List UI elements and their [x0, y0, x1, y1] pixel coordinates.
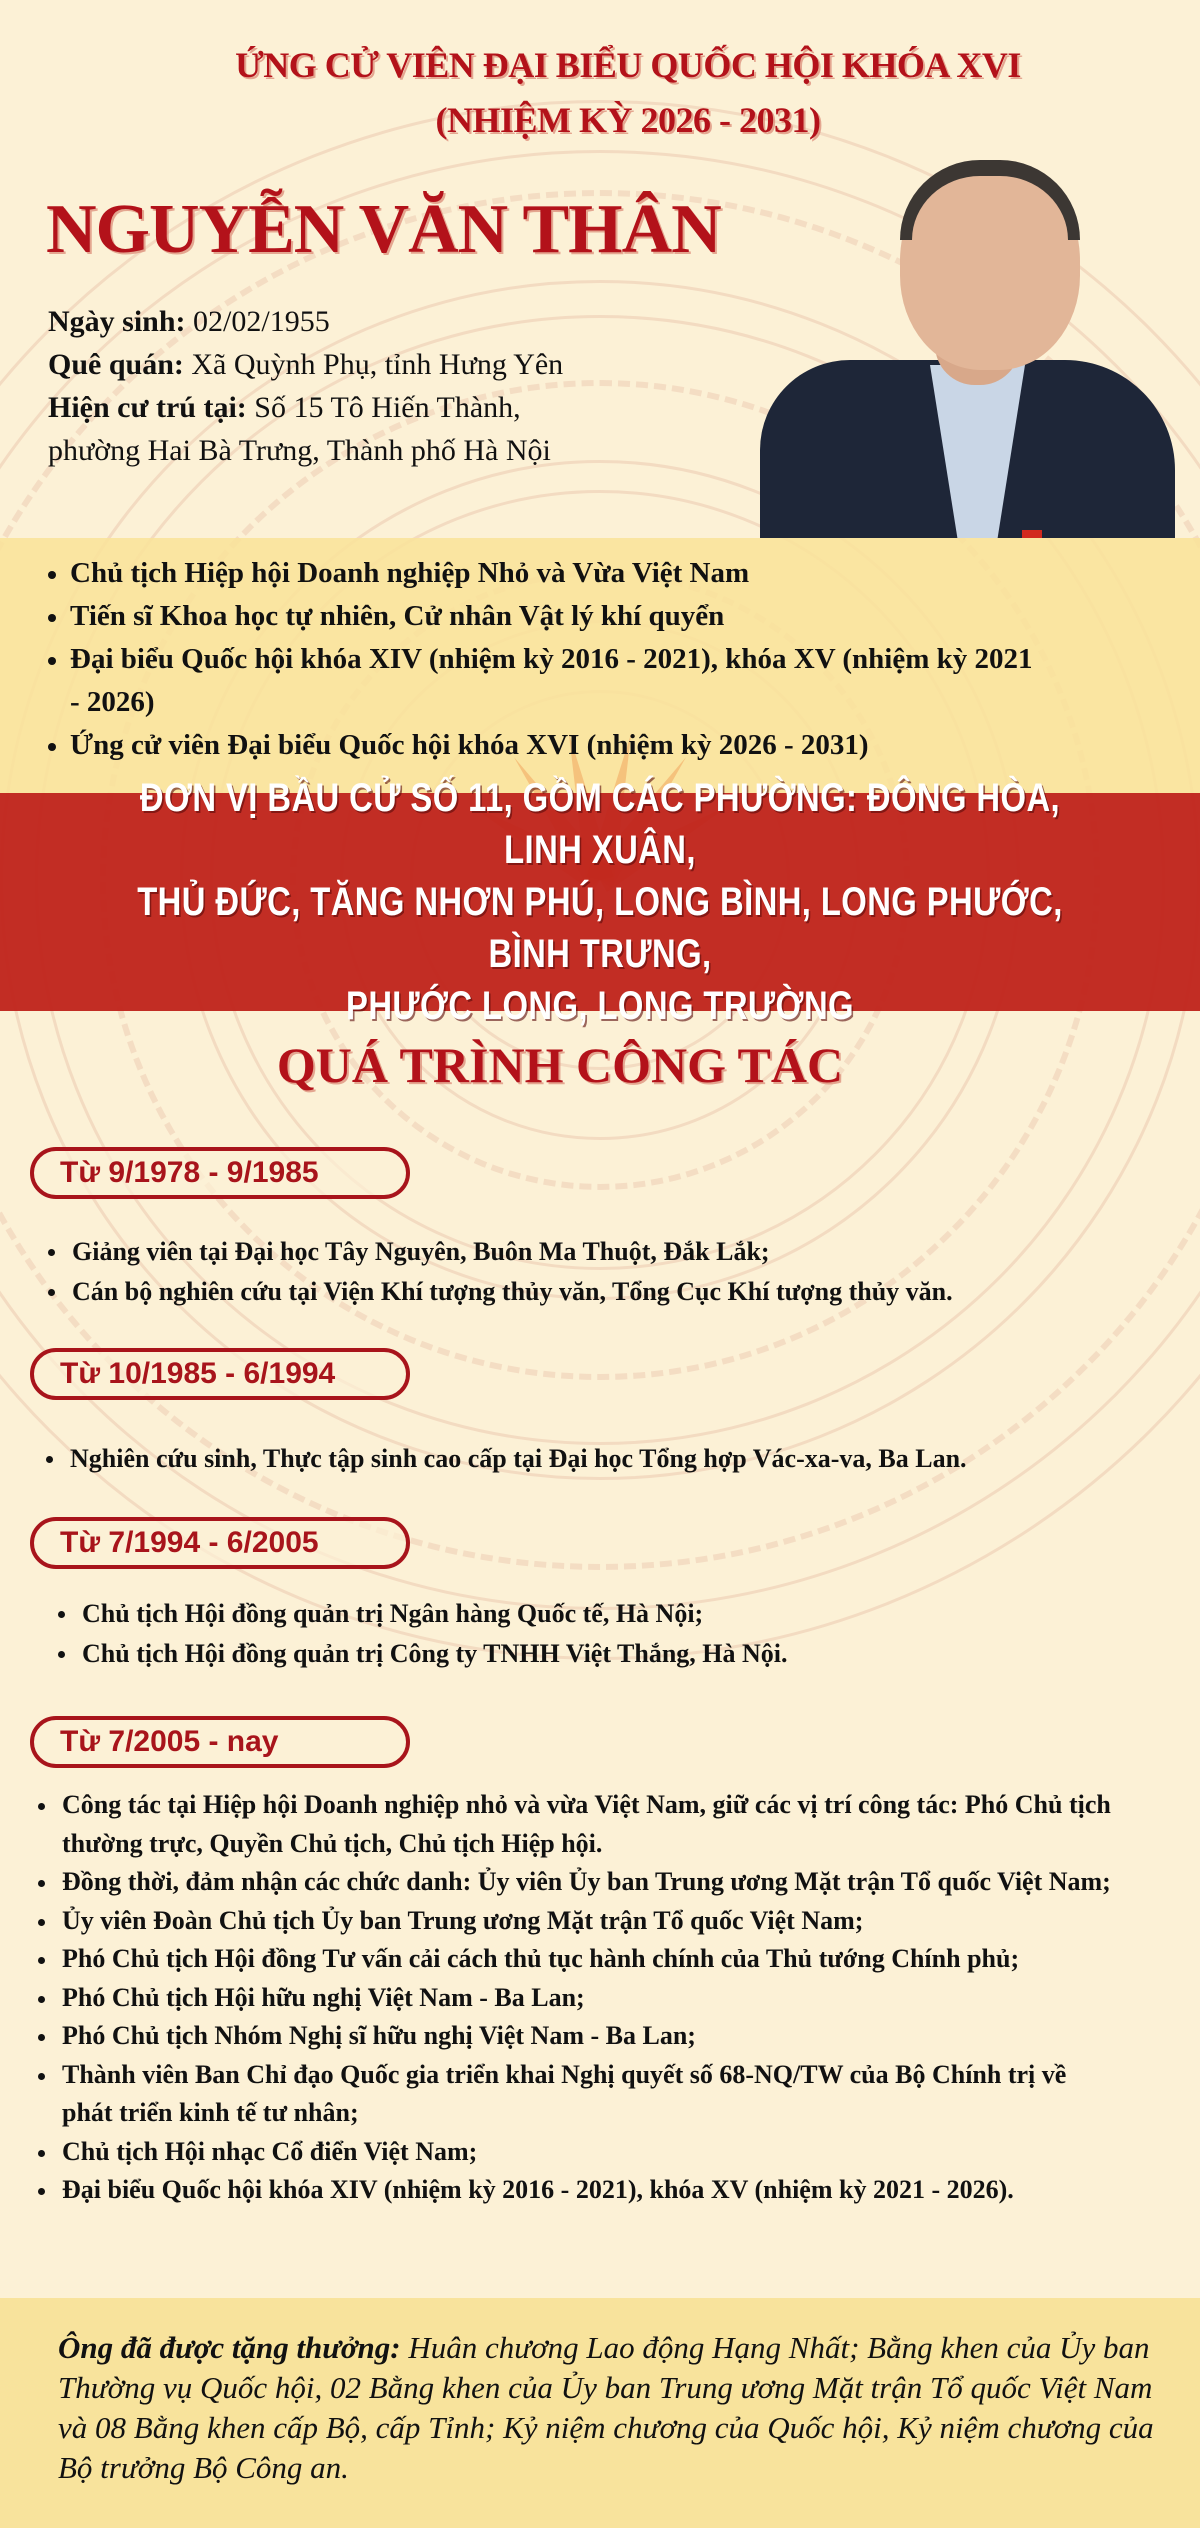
period-label-1: Từ 9/1978 - 9/1985 [30, 1147, 410, 1199]
info-residence-continued: phường Hai Bà Trưng, Thành phố Hà Nội [48, 434, 551, 467]
info-hometown: Quê quán: Xã Quỳnh Phụ, tỉnh Hưng Yên [48, 348, 564, 381]
highlight-item: Tiến sĩ Khoa học tự nhiên, Cử nhân Vật lý khí quyển [44, 595, 1164, 638]
info-birthdate: Ngày sinh: 02/02/1955 [48, 305, 330, 338]
list-item: Đồng thời, đảm nhận các chức danh: Ủy viên Ủy ban Trung ương Mặt trận Tổ quốc Việt Nam; [36, 1863, 1116, 1902]
constituency-line3: PHƯỚC LONG, LONG TRƯỜNG [346, 984, 854, 1028]
period-3-list [56, 1594, 788, 1674]
list-item: Phó Chủ tịch Hội đồng Tư vấn cải cách thủ tục hành chính của Thủ tướng Chính phủ; [36, 1940, 1116, 1979]
list-item: Ủy viên Đoàn Chủ tịch Ủy ban Trung ương Mặt trận Tổ quốc Việt Nam; [36, 1902, 1116, 1941]
list-item: Đại biểu Quốc hội khóa XIV (nhiệm kỳ 2016 - 2021), khóa XV (nhiệm kỳ 2021 - 2026). [36, 2171, 1200, 2210]
list-item: Chủ tịch Hội nhạc Cổ điển Việt Nam; [36, 2133, 1116, 2172]
awards-box [0, 2298, 1200, 2528]
period-1-list [46, 1232, 953, 1312]
list-item: Công tác tại Hiệp hội Doanh nghiệp nhỏ và vừa Việt Nam, giữ các vị trí công tác: Phó Chủ tịch thường trực, Quyền Chủ tịch, Chủ tịch Hiệp hội. [36, 1786, 1116, 1863]
period-2-list [44, 1439, 967, 1479]
highlight-item: Đại biểu Quốc hội khóa XIV (nhiệm kỳ 2016 - 2021), khóa XV (nhiệm kỳ 2021 - 2026) [44, 638, 1044, 724]
list-item: Nghiên cứu sinh, Thực tập sinh cao cấp tại Đại học Tổng hợp Vác-xa-va, Ba Lan. [44, 1439, 967, 1479]
candidate-photo [740, 155, 1175, 538]
header-title-line1: ỨNG CỬ VIÊN ĐẠI BIỂU QUỐC HỘI KHÓA XVI [235, 45, 1021, 85]
period-label-4: Từ 7/2005 - nay [30, 1716, 410, 1768]
constituency-banner [0, 776, 1200, 1028]
constituency-line1: ĐƠN VỊ BẦU CỬ SỐ 11, GỒM CÁC PHƯỜNG: ĐÔNG HÒA, LINH XUÂN, [139, 776, 1061, 872]
awards-text: Huân chương Lao động Hạng Nhất; Bằng khen của Ủy ban Thường vụ Quốc hội, 02 Bằng khen của Ủy ban Trung ương Mặt trận Tổ quốc Việt Nam và 08 Bằng khen cấp Bộ, cấp Tỉnh; Kỷ niệm chương của Quốc hội, Kỷ niệm chương của Bộ trưởng Bộ Công an. [58, 2330, 1154, 2485]
list-item: Phó Chủ tịch Nhóm Nghị sĩ hữu nghị Việt Nam - Ba Lan; [36, 2017, 1116, 2056]
personal-info [48, 300, 563, 472]
list-item: Thành viên Ban Chỉ đạo Quốc gia triển khai Nghị quyết số 68-NQ/TW của Bộ Chính trị về phát triển kinh tế tư nhân; [36, 2056, 1116, 2133]
candidate-name: NGUYỄN VĂN THÂN [46, 191, 721, 268]
constituency-line2: THỦ ĐỨC, TĂNG NHƠN PHÚ, LONG BÌNH, LONG PHƯỚC, BÌNH TRƯNG, [137, 880, 1063, 976]
list-item: Chủ tịch Hội đồng quản trị Công ty TNHH Việt Thắng, Hà Nội. [56, 1634, 788, 1674]
info-residence: Hiện cư trú tại: Số 15 Tô Hiến Thành, [48, 391, 521, 424]
period-label-3: Từ 7/1994 - 6/2005 [30, 1517, 410, 1569]
career-section-title: QUÁ TRÌNH CÔNG TÁC [276, 1037, 844, 1093]
list-item: Cán bộ nghiên cứu tại Viện Khí tượng thủy văn, Tổng Cục Khí tượng thủy văn. [46, 1272, 953, 1312]
list-item: Giảng viên tại Đại học Tây Nguyên, Buôn Ma Thuột, Đắk Lắk; [46, 1232, 953, 1272]
list-item: Chủ tịch Hội đồng quản trị Ngân hàng Quốc tế, Hà Nội; [56, 1594, 788, 1634]
period-label-2: Từ 10/1985 - 6/1994 [30, 1348, 410, 1400]
period-4-list [36, 1786, 1116, 2210]
flag-pin-icon [1022, 530, 1042, 538]
highlight-item: Chủ tịch Hiệp hội Doanh nghiệp Nhỏ và Vừa Việt Nam [44, 552, 1164, 595]
header-title-line2: (NHIỆM KỲ 2026 - 2031) [435, 100, 821, 140]
highlight-item: Ứng cử viên Đại biểu Quốc hội khóa XVI (nhiệm kỳ 2026 - 2031) [44, 724, 1164, 767]
list-item: Phó Chủ tịch Hội hữu nghị Việt Nam - Ba Lan; [36, 1979, 1116, 2018]
awards-label: Ông đã được tặng thưởng: [58, 2330, 401, 2365]
highlights-list [44, 552, 1164, 767]
